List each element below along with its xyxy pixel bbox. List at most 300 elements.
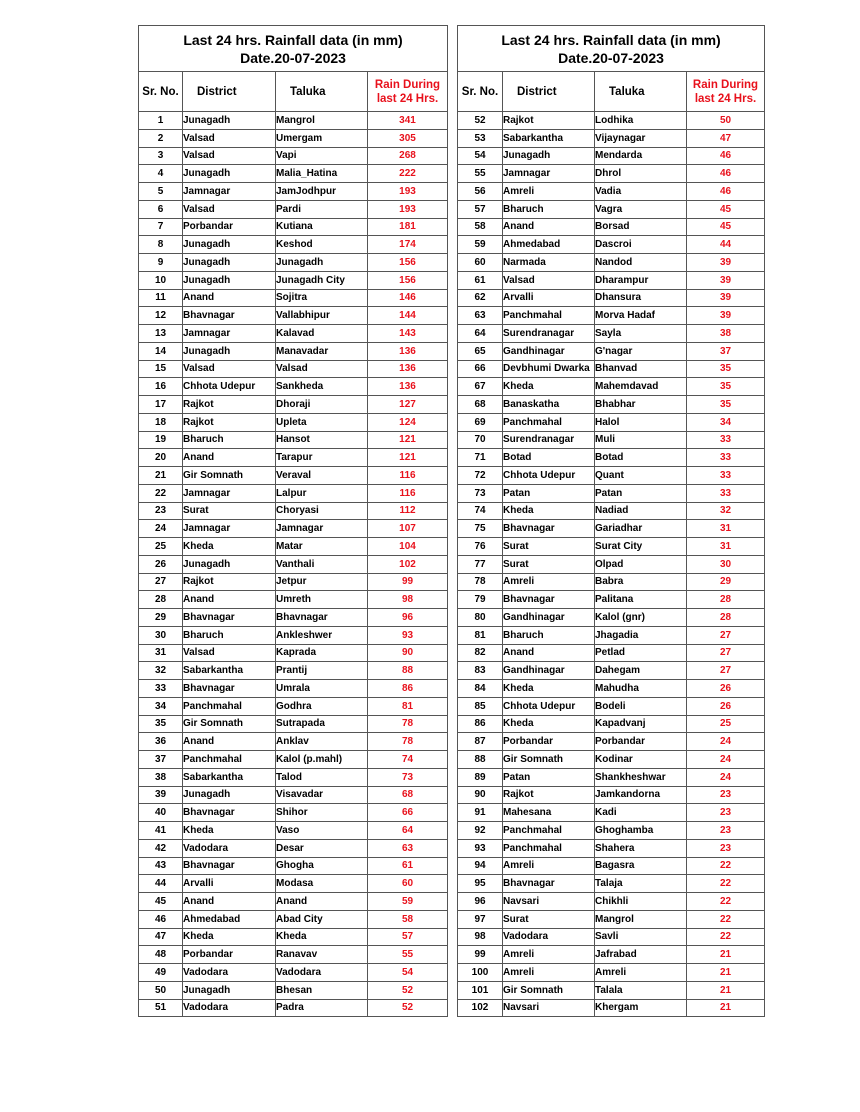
cell-sr-no: 83 <box>458 662 503 680</box>
cell-sr-no: 35 <box>139 715 183 733</box>
cell-taluka: Desar <box>276 839 368 857</box>
cell-sr-no: 61 <box>458 271 503 289</box>
table-row <box>458 538 765 556</box>
cell-taluka: Pardi <box>276 200 368 218</box>
cell-rain: 73 <box>368 768 448 786</box>
cell-sr-no: 38 <box>139 768 183 786</box>
cell-district: Panchmahal <box>503 413 595 431</box>
date-line: Date.20-07-2023 <box>240 49 346 66</box>
table-row <box>139 538 448 556</box>
header-district: District <box>183 72 276 112</box>
table-row <box>139 342 448 360</box>
cell-district: Sabarkantha <box>183 768 276 786</box>
cell-sr-no: 99 <box>458 946 503 964</box>
cell-sr-no: 90 <box>458 786 503 804</box>
cell-taluka: Shankheshwar <box>595 768 687 786</box>
cell-sr-no: 48 <box>139 946 183 964</box>
cell-district: Gir Somnath <box>503 981 595 999</box>
cell-sr-no: 36 <box>139 733 183 751</box>
table-row <box>139 484 448 502</box>
cell-sr-no: 32 <box>139 662 183 680</box>
table-row <box>139 165 448 183</box>
cell-taluka: Dhrol <box>595 165 687 183</box>
cell-taluka: Mangrol <box>276 112 368 130</box>
table-row <box>458 644 765 662</box>
cell-taluka: Vapi <box>276 147 368 165</box>
cell-rain: 146 <box>368 289 448 307</box>
cell-taluka: Sojitra <box>276 289 368 307</box>
cell-district: Mahesana <box>503 804 595 822</box>
cell-sr-no: 21 <box>139 467 183 485</box>
table-title <box>458 26 765 72</box>
cell-taluka: Amreli <box>595 964 687 982</box>
cell-district: Porbandar <box>183 218 276 236</box>
cell-taluka: Mahemdavad <box>595 378 687 396</box>
cell-rain: 193 <box>368 200 448 218</box>
header-rain <box>368 72 448 112</box>
table-row <box>458 680 765 698</box>
cell-taluka: Petlad <box>595 644 687 662</box>
cell-sr-no: 7 <box>139 218 183 236</box>
table-row <box>139 147 448 165</box>
cell-rain: 22 <box>687 928 765 946</box>
table-row <box>458 396 765 414</box>
cell-sr-no: 54 <box>458 147 503 165</box>
cell-rain: 39 <box>687 271 765 289</box>
cell-taluka: Nadiad <box>595 502 687 520</box>
cell-rain: 31 <box>687 520 765 538</box>
cell-sr-no: 72 <box>458 467 503 485</box>
cell-taluka: Patan <box>595 484 687 502</box>
cell-taluka: JamJodhpur <box>276 183 368 201</box>
cell-sr-no: 80 <box>458 609 503 627</box>
cell-district: Anand <box>183 449 276 467</box>
cell-sr-no: 76 <box>458 538 503 556</box>
table-row <box>139 467 448 485</box>
cell-district: Navsari <box>503 893 595 911</box>
table-row <box>139 236 448 254</box>
table-row <box>458 768 765 786</box>
cell-taluka: Kalol (gnr) <box>595 609 687 627</box>
cell-rain: 21 <box>687 981 765 999</box>
cell-district: Porbandar <box>503 733 595 751</box>
cell-sr-no: 85 <box>458 697 503 715</box>
cell-rain: 127 <box>368 396 448 414</box>
table-row <box>458 697 765 715</box>
cell-sr-no: 65 <box>458 342 503 360</box>
cell-rain: 78 <box>368 715 448 733</box>
cell-rain: 22 <box>687 910 765 928</box>
cell-district: Ahmedabad <box>183 910 276 928</box>
cell-sr-no: 26 <box>139 555 183 573</box>
cell-taluka: Junagadh City <box>276 271 368 289</box>
cell-rain: 26 <box>687 697 765 715</box>
cell-district: Porbandar <box>183 946 276 964</box>
cell-sr-no: 37 <box>139 751 183 769</box>
table-row <box>139 644 448 662</box>
cell-sr-no: 1 <box>139 112 183 130</box>
cell-district: Arvalli <box>503 289 595 307</box>
table-row <box>139 946 448 964</box>
cell-district: Patan <box>503 484 595 502</box>
cell-sr-no: 96 <box>458 893 503 911</box>
cell-rain: 99 <box>368 573 448 591</box>
table-row <box>458 857 765 875</box>
cell-district: Kheda <box>183 538 276 556</box>
cell-rain: 104 <box>368 538 448 556</box>
cell-district: Anand <box>183 591 276 609</box>
cell-rain: 121 <box>368 431 448 449</box>
cell-taluka: Ghogha <box>276 857 368 875</box>
cell-rain: 35 <box>687 378 765 396</box>
table-row <box>139 609 448 627</box>
cell-sr-no: 49 <box>139 964 183 982</box>
cell-rain: 86 <box>368 680 448 698</box>
table-row <box>139 857 448 875</box>
cell-district: Rajkot <box>183 573 276 591</box>
table-row <box>139 910 448 928</box>
table-row <box>458 218 765 236</box>
cell-rain: 121 <box>368 449 448 467</box>
table-row <box>458 165 765 183</box>
cell-district: Vadodara <box>183 999 276 1017</box>
cell-sr-no: 86 <box>458 715 503 733</box>
cell-taluka: Ranavav <box>276 946 368 964</box>
table-row <box>458 413 765 431</box>
cell-district: Chhota Udepur <box>503 697 595 715</box>
cell-taluka: Jetpur <box>276 573 368 591</box>
table-row <box>458 449 765 467</box>
table-row <box>458 999 765 1017</box>
table-row <box>139 751 448 769</box>
cell-district: Devbhumi Dwarka <box>503 360 595 378</box>
cell-sr-no: 13 <box>139 325 183 343</box>
cell-district: Jamnagar <box>503 165 595 183</box>
cell-rain: 37 <box>687 342 765 360</box>
table-row <box>458 236 765 254</box>
cell-sr-no: 81 <box>458 626 503 644</box>
cell-taluka: Vaso <box>276 822 368 840</box>
cell-rain: 54 <box>368 964 448 982</box>
cell-rain: 45 <box>687 218 765 236</box>
cell-rain: 102 <box>368 555 448 573</box>
table-row <box>458 609 765 627</box>
cell-sr-no: 98 <box>458 928 503 946</box>
cell-district: Amreli <box>503 183 595 201</box>
table-row <box>139 662 448 680</box>
cell-rain: 22 <box>687 875 765 893</box>
cell-district: Kheda <box>183 928 276 946</box>
cell-taluka: Anand <box>276 893 368 911</box>
cell-rain: 60 <box>368 875 448 893</box>
cell-rain: 98 <box>368 591 448 609</box>
cell-district: Jamnagar <box>183 484 276 502</box>
cell-district: Bhavnagar <box>183 680 276 698</box>
cell-rain: 181 <box>368 218 448 236</box>
cell-district: Junagadh <box>183 112 276 130</box>
cell-sr-no: 24 <box>139 520 183 538</box>
cell-taluka: Kodinar <box>595 751 687 769</box>
cell-district: Vadodara <box>183 964 276 982</box>
cell-sr-no: 20 <box>139 449 183 467</box>
header-rain-line1: Rain During <box>692 78 759 91</box>
cell-taluka: Tarapur <box>276 449 368 467</box>
cell-district: Junagadh <box>183 254 276 272</box>
cell-rain: 57 <box>368 928 448 946</box>
cell-rain: 35 <box>687 360 765 378</box>
cell-sr-no: 11 <box>139 289 183 307</box>
header-rain-line1: Rain During <box>374 78 441 91</box>
cell-district: Valsad <box>183 644 276 662</box>
cell-district: Panchmahal <box>183 751 276 769</box>
cell-rain: 23 <box>687 786 765 804</box>
cell-rain: 116 <box>368 484 448 502</box>
cell-sr-no: 82 <box>458 644 503 662</box>
cell-rain: 341 <box>368 112 448 130</box>
cell-district: Botad <box>503 449 595 467</box>
cell-sr-no: 46 <box>139 910 183 928</box>
cell-sr-no: 91 <box>458 804 503 822</box>
cell-taluka: Mahudha <box>595 680 687 698</box>
cell-sr-no: 74 <box>458 502 503 520</box>
cell-taluka: Bhavnagar <box>276 609 368 627</box>
cell-rain: 52 <box>368 981 448 999</box>
table-row <box>139 520 448 538</box>
cell-district: Junagadh <box>183 786 276 804</box>
cell-district: Jamnagar <box>183 325 276 343</box>
cell-district: Surendranagar <box>503 325 595 343</box>
table-row <box>458 804 765 822</box>
cell-taluka: Umrala <box>276 680 368 698</box>
title-line: Last 24 hrs. Rainfall data (in mm) <box>501 31 721 48</box>
cell-rain: 156 <box>368 271 448 289</box>
cell-district: Navsari <box>503 999 595 1017</box>
cell-rain: 33 <box>687 431 765 449</box>
table-row <box>139 360 448 378</box>
cell-sr-no: 75 <box>458 520 503 538</box>
cell-sr-no: 3 <box>139 147 183 165</box>
table-row <box>139 200 448 218</box>
table-row <box>458 946 765 964</box>
cell-sr-no: 41 <box>139 822 183 840</box>
header-rain-line2: last 24 Hrs. <box>376 92 439 105</box>
table-row <box>458 342 765 360</box>
cell-taluka: Lodhika <box>595 112 687 130</box>
rainfall-table-left <box>138 25 448 1017</box>
cell-district: Valsad <box>183 200 276 218</box>
cell-sr-no: 53 <box>458 129 503 147</box>
cell-district: Jamnagar <box>183 183 276 201</box>
cell-taluka: Bhesan <box>276 981 368 999</box>
cell-taluka: Kalavad <box>276 325 368 343</box>
table-row <box>458 289 765 307</box>
cell-taluka: Ankleshwer <box>276 626 368 644</box>
cell-rain: 58 <box>368 910 448 928</box>
cell-rain: 124 <box>368 413 448 431</box>
cell-rain: 52 <box>368 999 448 1017</box>
cell-rain: 33 <box>687 467 765 485</box>
cell-district: Bharuch <box>183 431 276 449</box>
cell-rain: 68 <box>368 786 448 804</box>
header-taluka: Taluka <box>276 72 368 112</box>
cell-district: Amreli <box>503 857 595 875</box>
cell-rain: 222 <box>368 165 448 183</box>
cell-taluka: Visavadar <box>276 786 368 804</box>
cell-district: Kheda <box>503 715 595 733</box>
cell-district: Arvalli <box>183 875 276 893</box>
cell-district: Bhavnagar <box>183 857 276 875</box>
cell-rain: 107 <box>368 520 448 538</box>
cell-taluka: Sayla <box>595 325 687 343</box>
cell-taluka: Choryasi <box>276 502 368 520</box>
table-row <box>139 325 448 343</box>
cell-district: Anand <box>183 733 276 751</box>
cell-taluka: Bagasra <box>595 857 687 875</box>
table-row <box>139 768 448 786</box>
table-row <box>139 396 448 414</box>
cell-district: Bhavnagar <box>183 307 276 325</box>
table-row <box>458 662 765 680</box>
cell-taluka: Jafrabad <box>595 946 687 964</box>
cell-taluka: Babra <box>595 573 687 591</box>
cell-sr-no: 84 <box>458 680 503 698</box>
cell-taluka: Palitana <box>595 591 687 609</box>
table-row <box>458 325 765 343</box>
cell-rain: 26 <box>687 680 765 698</box>
cell-taluka: Junagadh <box>276 254 368 272</box>
cell-taluka: Vadia <box>595 183 687 201</box>
cell-taluka: Lalpur <box>276 484 368 502</box>
cell-district: Surendranagar <box>503 431 595 449</box>
cell-sr-no: 12 <box>139 307 183 325</box>
cell-district: Gir Somnath <box>183 715 276 733</box>
cell-district: Gir Somnath <box>183 467 276 485</box>
cell-district: Junagadh <box>183 165 276 183</box>
table-row <box>139 697 448 715</box>
cell-sr-no: 63 <box>458 307 503 325</box>
table-row <box>458 928 765 946</box>
cell-district: Valsad <box>183 360 276 378</box>
cell-rain: 27 <box>687 644 765 662</box>
table-row <box>139 378 448 396</box>
cell-taluka: Malia_Hatina <box>276 165 368 183</box>
cell-taluka: Ghoghamba <box>595 822 687 840</box>
cell-rain: 59 <box>368 893 448 911</box>
table-row <box>139 786 448 804</box>
cell-sr-no: 9 <box>139 254 183 272</box>
cell-sr-no: 60 <box>458 254 503 272</box>
cell-rain: 88 <box>368 662 448 680</box>
cell-rain: 21 <box>687 946 765 964</box>
table-row <box>458 307 765 325</box>
cell-sr-no: 16 <box>139 378 183 396</box>
cell-sr-no: 59 <box>458 236 503 254</box>
table-row <box>458 893 765 911</box>
cell-taluka: Botad <box>595 449 687 467</box>
cell-district: Surat <box>183 502 276 520</box>
cell-rain: 39 <box>687 254 765 272</box>
header-rain <box>687 72 765 112</box>
cell-taluka: Manavadar <box>276 342 368 360</box>
header-sr-no: Sr. No. <box>139 72 183 112</box>
cell-sr-no: 87 <box>458 733 503 751</box>
cell-taluka: Gariadhar <box>595 520 687 538</box>
cell-rain: 44 <box>687 236 765 254</box>
table-row <box>458 484 765 502</box>
cell-rain: 29 <box>687 573 765 591</box>
cell-district: Anand <box>183 289 276 307</box>
cell-sr-no: 5 <box>139 183 183 201</box>
table-row <box>139 254 448 272</box>
cell-sr-no: 62 <box>458 289 503 307</box>
cell-rain: 27 <box>687 626 765 644</box>
cell-district: Surat <box>503 538 595 556</box>
cell-rain: 22 <box>687 893 765 911</box>
cell-sr-no: 17 <box>139 396 183 414</box>
cell-sr-no: 64 <box>458 325 503 343</box>
table-row <box>458 573 765 591</box>
cell-district: Kheda <box>183 822 276 840</box>
cell-sr-no: 23 <box>139 502 183 520</box>
cell-rain: 78 <box>368 733 448 751</box>
cell-taluka: Borsad <box>595 218 687 236</box>
cell-rain: 28 <box>687 591 765 609</box>
cell-rain: 50 <box>687 112 765 130</box>
header-district: District <box>503 72 595 112</box>
cell-district: Bhavnagar <box>503 591 595 609</box>
cell-district: Amreli <box>503 573 595 591</box>
cell-taluka: Valsad <box>276 360 368 378</box>
cell-rain: 22 <box>687 857 765 875</box>
cell-district: Sabarkantha <box>183 662 276 680</box>
cell-district: Amreli <box>503 946 595 964</box>
cell-district: Kheda <box>503 680 595 698</box>
cell-sr-no: 22 <box>139 484 183 502</box>
table-row <box>139 112 448 130</box>
cell-sr-no: 88 <box>458 751 503 769</box>
table-row <box>458 875 765 893</box>
cell-sr-no: 52 <box>458 112 503 130</box>
cell-sr-no: 2 <box>139 129 183 147</box>
cell-taluka: Porbandar <box>595 733 687 751</box>
cell-sr-no: 101 <box>458 981 503 999</box>
cell-district: Rajkot <box>503 786 595 804</box>
cell-district: Banaskatha <box>503 396 595 414</box>
table-row <box>139 715 448 733</box>
cell-taluka: Quant <box>595 467 687 485</box>
table-row <box>139 218 448 236</box>
table-row <box>139 964 448 982</box>
cell-sr-no: 29 <box>139 609 183 627</box>
cell-sr-no: 57 <box>458 200 503 218</box>
cell-district: Valsad <box>183 129 276 147</box>
cell-taluka: Kaprada <box>276 644 368 662</box>
cell-taluka: Bhabhar <box>595 396 687 414</box>
cell-taluka: Surat City <box>595 538 687 556</box>
table-row <box>458 467 765 485</box>
cell-sr-no: 94 <box>458 857 503 875</box>
cell-sr-no: 10 <box>139 271 183 289</box>
cell-rain: 55 <box>368 946 448 964</box>
cell-taluka: Talala <box>595 981 687 999</box>
table-row <box>139 413 448 431</box>
cell-rain: 45 <box>687 200 765 218</box>
cell-district: Rajkot <box>183 396 276 414</box>
cell-taluka: Keshod <box>276 236 368 254</box>
cell-sr-no: 71 <box>458 449 503 467</box>
cell-taluka: Kalol (p.mahl) <box>276 751 368 769</box>
table-row <box>139 822 448 840</box>
